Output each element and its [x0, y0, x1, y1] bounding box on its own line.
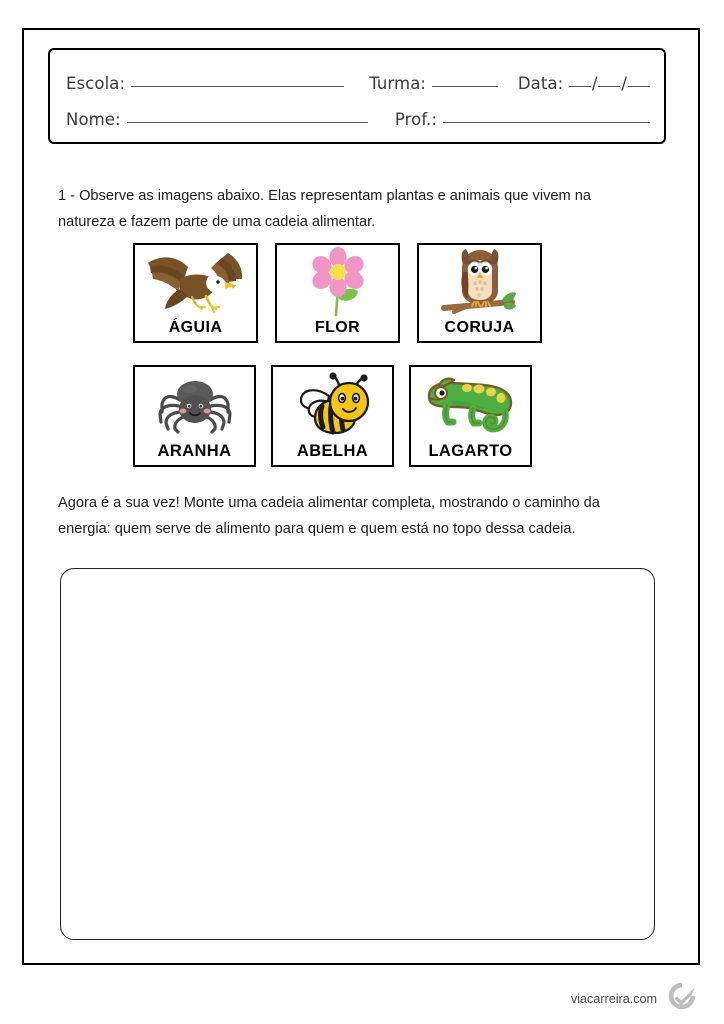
flower-icon — [277, 245, 398, 318]
picture-card-flor[interactable] — [275, 243, 400, 343]
header-row-bottom — [66, 110, 650, 129]
date-separator-2: / — [621, 74, 627, 93]
nome-label: Nome: — [66, 110, 121, 129]
eagle-icon — [135, 245, 256, 318]
footer — [571, 980, 698, 1017]
student-info-box — [48, 48, 666, 144]
turma-label: Turma: — [369, 74, 427, 93]
picture-label-flor: FLOR — [314, 319, 361, 336]
question-2-text: Agora é a sua vez! Monte uma cadeia alimentar completa, mostrando o caminho da energia: quem serve de alimento para quem e quem está no topo dessa cadeia. — [58, 495, 600, 537]
picture-card-row-2 — [133, 365, 532, 467]
picture-label-coruja: CORUJA — [444, 319, 515, 336]
escola-label: Escola: — [66, 74, 126, 93]
picture-label-abelha: ABELHA — [296, 442, 369, 460]
picture-card-abelha[interactable] — [271, 365, 394, 467]
lizard-icon — [411, 367, 530, 442]
picture-card-coruja[interactable] — [417, 243, 542, 343]
data-label: Data: — [517, 74, 564, 93]
spider-icon — [135, 367, 254, 442]
picture-card-lagarto[interactable] — [409, 365, 532, 467]
prof-label: Prof.: — [394, 110, 438, 129]
data-day-line[interactable] — [569, 86, 591, 87]
prof-input-line[interactable] — [443, 122, 650, 123]
owl-icon — [419, 245, 540, 318]
picture-card-aguia[interactable] — [133, 243, 258, 343]
picture-card-aranha[interactable] — [133, 365, 256, 467]
picture-card-row-1 — [133, 243, 542, 343]
turma-input-line[interactable] — [432, 86, 498, 87]
date-separator-1: / — [591, 74, 598, 93]
bee-icon — [273, 367, 392, 442]
header-row-top — [66, 74, 650, 93]
question-1-text: 1 - Observe as imagens abaixo. Elas representam plantas e animais que vivem na natureza e fazem parte de uma cadeia alimentar. — [58, 188, 591, 230]
picture-label-lagarto: LAGARTO — [428, 442, 513, 460]
nome-input-line[interactable] — [127, 122, 368, 123]
footer-site-text: viacarreira.com — [570, 991, 657, 1006]
data-year-line[interactable] — [628, 86, 650, 87]
escola-input-line[interactable] — [131, 86, 344, 87]
picture-label-aguia: ÁGUIA — [168, 319, 223, 336]
answer-area[interactable] — [60, 568, 655, 940]
check-circle-icon — [666, 980, 698, 1017]
picture-label-aranha: ARANHA — [157, 442, 232, 460]
data-month-line[interactable] — [598, 86, 620, 87]
